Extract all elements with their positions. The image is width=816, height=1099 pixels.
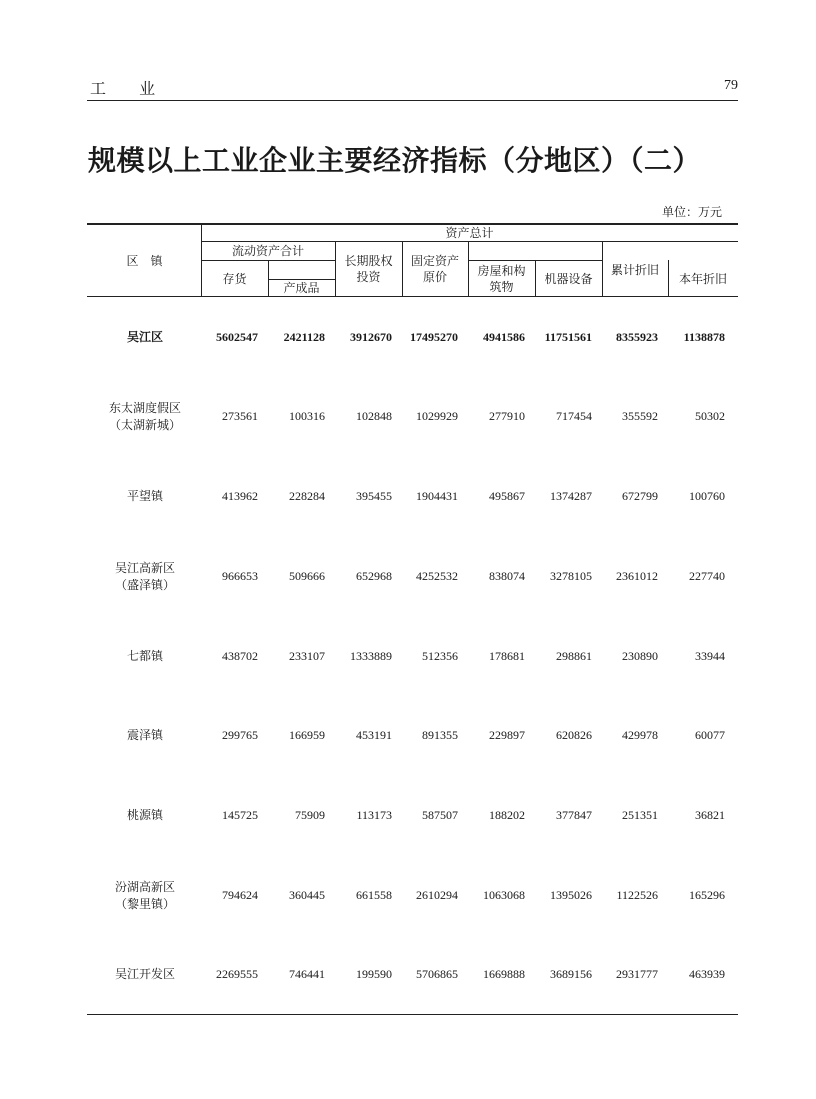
table-cell: 166959 bbox=[289, 728, 325, 742]
table-cell: 413962 bbox=[222, 489, 258, 503]
table-cell: 233107 bbox=[289, 649, 325, 663]
table-cell: 60077 bbox=[695, 728, 725, 742]
table-cell: 453191 bbox=[356, 728, 392, 742]
table-cell: 36821 bbox=[695, 808, 725, 822]
table-cell: 512356 bbox=[422, 649, 458, 663]
table-cell: 1395026 bbox=[550, 888, 592, 902]
header-region: 区 镇 bbox=[126, 254, 163, 268]
header-finished-goods: 产成品 bbox=[283, 281, 320, 295]
table-cell: 113173 bbox=[356, 808, 392, 822]
table-cell: 2421128 bbox=[283, 330, 325, 344]
unit-label: 单位：万元 bbox=[661, 205, 722, 219]
table-cell: 277910 bbox=[489, 409, 525, 423]
table-cell: 178681 bbox=[489, 649, 525, 663]
table-cell: 4941586 bbox=[483, 330, 525, 344]
row-name-line1: 吴江开发区 bbox=[114, 967, 175, 981]
row-name-line1: 桃源镇 bbox=[126, 808, 163, 822]
table-cell: 229897 bbox=[489, 728, 525, 742]
row-name-line2: （黎里镇） bbox=[114, 897, 175, 911]
header-year-depr: 本年折旧 bbox=[678, 272, 727, 286]
table-cell: 100760 bbox=[689, 489, 725, 503]
table-cell: 3912670 bbox=[350, 330, 392, 344]
table-cell: 188202 bbox=[489, 808, 525, 822]
table-cell: 495867 bbox=[489, 489, 525, 503]
header-current-assets: 流动资产合计 bbox=[231, 244, 304, 258]
header-machinery: 机器设备 bbox=[544, 272, 593, 286]
table-cell: 891355 bbox=[422, 728, 458, 742]
row-name-line1: 汾湖高新区 bbox=[114, 880, 175, 894]
row-name-line2: （盛泽镇） bbox=[114, 578, 175, 592]
table-cell: 1669888 bbox=[483, 967, 525, 981]
table-cell: 661558 bbox=[356, 888, 392, 902]
table-cell: 2610294 bbox=[416, 888, 458, 902]
row-name bbox=[90, 560, 200, 594]
table-cell: 228284 bbox=[289, 489, 325, 503]
table-cell: 273561 bbox=[222, 409, 258, 423]
page-number: 79 bbox=[724, 78, 738, 93]
table-cell: 1063068 bbox=[483, 888, 525, 902]
header-buildings-line1: 房屋和构 bbox=[477, 264, 526, 278]
header-inventory: 存货 bbox=[222, 272, 247, 286]
row-name bbox=[90, 329, 200, 346]
header-total-assets: 资产总计 bbox=[445, 226, 494, 240]
table-cell: 3689156 bbox=[550, 967, 592, 981]
row-name-line1: 吴江高新区 bbox=[114, 561, 175, 575]
header-rule bbox=[87, 100, 738, 101]
table-cell: 145725 bbox=[222, 808, 258, 822]
table-cell: 2269555 bbox=[216, 967, 258, 981]
table-cell: 5706865 bbox=[416, 967, 458, 981]
header-accum-depr: 累计折旧 bbox=[610, 263, 659, 277]
table-cell: 251351 bbox=[622, 808, 658, 822]
table-cell: 100316 bbox=[289, 409, 325, 423]
page-title: 规模以上工业企业主要经济指标（分地区）（二） bbox=[88, 144, 702, 177]
table-cell: 717454 bbox=[556, 409, 592, 423]
row-name bbox=[90, 966, 200, 983]
table-cell: 672799 bbox=[622, 489, 658, 503]
row-name-line1: 东太湖度假区 bbox=[108, 401, 181, 415]
section-title: 工 业 bbox=[90, 79, 170, 98]
table-cell: 1122526 bbox=[616, 888, 658, 902]
table-cell: 746441 bbox=[289, 967, 325, 981]
table-cell: 33944 bbox=[695, 649, 725, 663]
header-rule-1 bbox=[201, 241, 738, 242]
header-bottom-rule bbox=[87, 296, 738, 297]
table-cell: 966653 bbox=[222, 569, 258, 583]
table-cell: 620826 bbox=[556, 728, 592, 742]
table-cell: 50302 bbox=[695, 409, 725, 423]
table-cell: 299765 bbox=[222, 728, 258, 742]
table-cell: 199590 bbox=[356, 967, 392, 981]
table-cell: 463939 bbox=[689, 967, 725, 981]
row-name bbox=[90, 807, 200, 824]
row-name-line2: （太湖新城） bbox=[108, 418, 181, 432]
table-cell: 587507 bbox=[422, 808, 458, 822]
row-name bbox=[90, 648, 200, 665]
table-cell: 838074 bbox=[489, 569, 525, 583]
table-cell: 75909 bbox=[295, 808, 325, 822]
row-name-line1: 平望镇 bbox=[126, 489, 163, 503]
table-cell: 165296 bbox=[689, 888, 725, 902]
table-cell: 395455 bbox=[356, 489, 392, 503]
table-cell: 1029929 bbox=[416, 409, 458, 423]
table-cell: 355592 bbox=[622, 409, 658, 423]
table-cell: 2931777 bbox=[616, 967, 658, 981]
table-cell: 1904431 bbox=[416, 489, 458, 503]
header-lt-equity-line1: 长期股权 bbox=[344, 254, 393, 268]
header-lt-equity bbox=[335, 253, 402, 285]
row-name-line1: 七都镇 bbox=[126, 649, 163, 663]
table-cell: 8355923 bbox=[616, 330, 658, 344]
header-fixed-asset-line2: 原价 bbox=[422, 270, 447, 284]
table-cell: 794624 bbox=[222, 888, 258, 902]
table-cell: 4252532 bbox=[416, 569, 458, 583]
table-cell: 1374287 bbox=[550, 489, 592, 503]
table-cell: 102848 bbox=[356, 409, 392, 423]
table-bottom-rule bbox=[87, 1014, 738, 1015]
table-cell: 298861 bbox=[556, 649, 592, 663]
header-buildings-line2: 筑物 bbox=[489, 280, 514, 294]
table-cell: 1333889 bbox=[350, 649, 392, 663]
table-cell: 652968 bbox=[356, 569, 392, 583]
table-cell: 377847 bbox=[556, 808, 592, 822]
table-cell: 5602547 bbox=[216, 330, 258, 344]
row-name bbox=[90, 400, 200, 434]
table-cell: 438702 bbox=[222, 649, 258, 663]
row-name-line1: 吴江区 bbox=[126, 330, 163, 344]
header-buildings bbox=[468, 263, 535, 295]
table-cell: 360445 bbox=[289, 888, 325, 902]
table-cell: 509666 bbox=[289, 569, 325, 583]
table-cell: 3278105 bbox=[550, 569, 592, 583]
row-name bbox=[90, 727, 200, 744]
table-cell: 11751561 bbox=[544, 330, 592, 344]
table-cell: 230890 bbox=[622, 649, 658, 663]
table-cell: 17495270 bbox=[410, 330, 458, 344]
row-name bbox=[90, 488, 200, 505]
row-name bbox=[90, 879, 200, 913]
header-lt-equity-line2: 投资 bbox=[356, 270, 381, 284]
header-fixed-asset-line1: 固定资产 bbox=[410, 254, 459, 268]
table-cell: 2361012 bbox=[616, 569, 658, 583]
row-name-line1: 震泽镇 bbox=[126, 728, 163, 742]
table-cell: 1138878 bbox=[683, 330, 725, 344]
table-cell: 429978 bbox=[622, 728, 658, 742]
header-fixed-asset bbox=[402, 253, 468, 285]
table-cell: 227740 bbox=[689, 569, 725, 583]
